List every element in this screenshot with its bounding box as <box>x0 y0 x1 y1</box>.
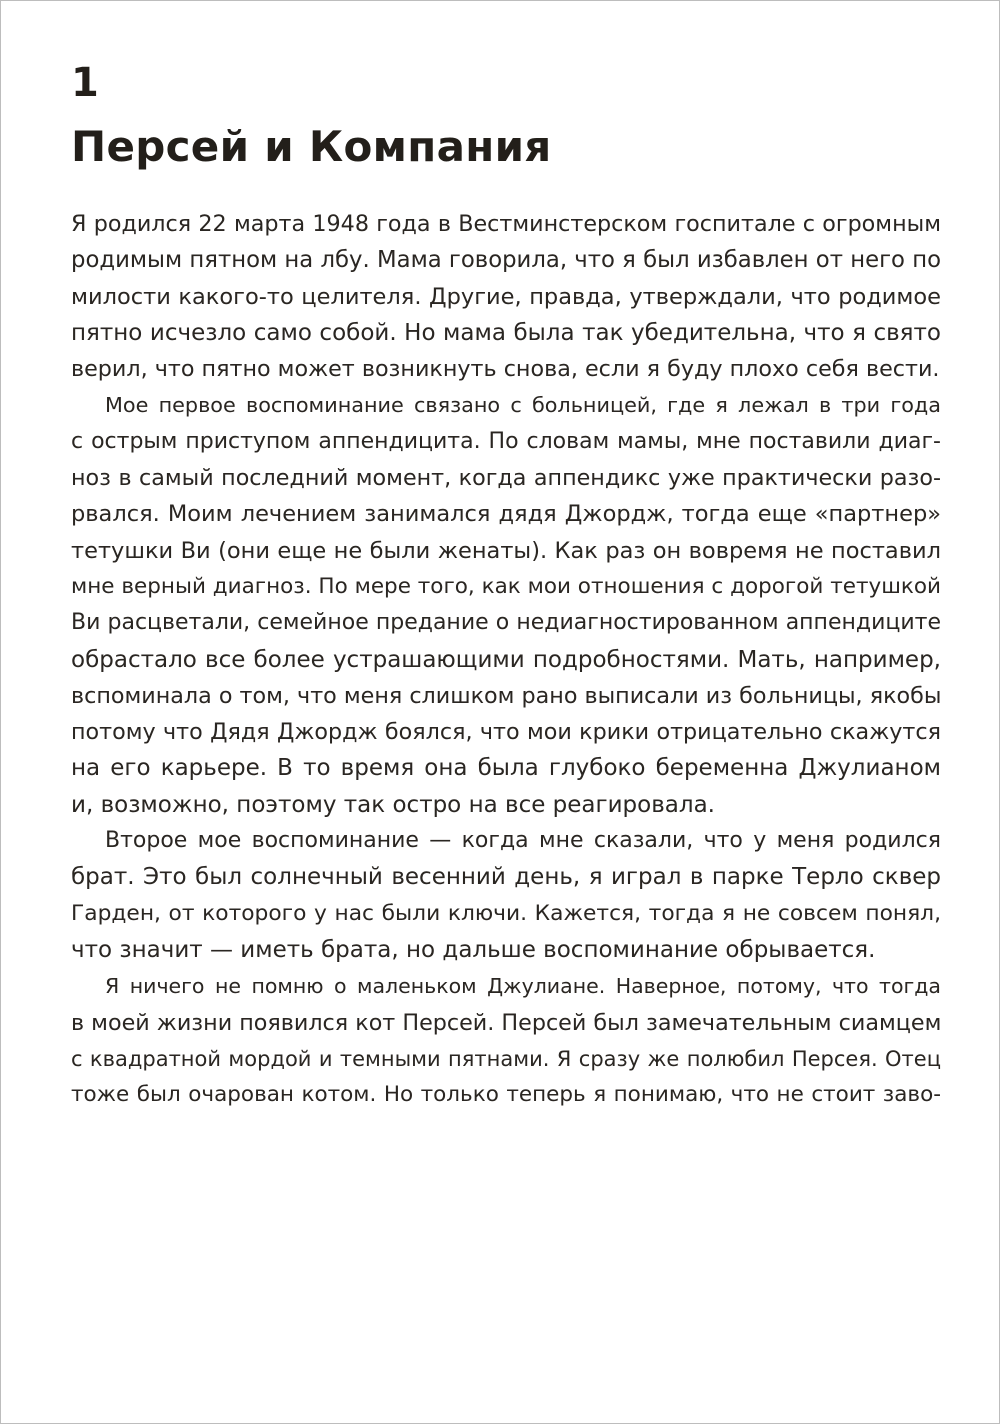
paragraph-3 <box>71 823 941 968</box>
chapter-body <box>71 206 941 1113</box>
text-line: что значит — иметь брата, но дальше воспоминание обрывается. <box>71 936 876 963</box>
text-line: вспоминала о том, что меня слишком рано выписали из больницы, якобы <box>71 682 942 709</box>
text-line: с квадратной мордой и темными пятнами. Я сразу же полюбил Персея. Отец <box>71 1046 941 1071</box>
chapter-number: 1 <box>71 60 99 106</box>
text-line: ноз в самый последний момент, когда аппендикс уже практически разо- <box>71 465 941 492</box>
text-line: мне верный диагноз. По мере того, как мои отношения с дорогой тетушкой <box>71 573 941 599</box>
text-line: на его карьере. В то время она была глубоко беременна Джулианом <box>71 755 941 782</box>
text-line: потому что Дядя Джордж боялся, что мои крики отрицательно скажутся <box>71 719 941 746</box>
paragraph-1 <box>71 206 941 387</box>
text-line: милости какого-то целителя. Другие, правда, утверждали, что родимое <box>71 283 941 310</box>
text-line: с острым приступом аппендицита. По словам мамы, мне поставили диаг- <box>71 428 941 454</box>
text-line: тоже был очарован котом. Но только теперь я понимаю, что не стоит заво- <box>71 1082 941 1108</box>
text-line: и, возможно, поэтому так остро на все реагировала. <box>71 791 715 818</box>
text-line: пятно исчезло само собой. Но мама была так убедительна, что я свято <box>71 319 941 346</box>
text-line: рвался. Моим лечением занимался дядя Джордж, тогда еще «партнер» <box>71 501 941 528</box>
text-line: брат. Это был солнечный весенний день, я играл в парке Терло сквер <box>71 864 941 891</box>
text-line: Ви расцветали, семейное предание о недиагностированном аппендиците <box>71 610 941 636</box>
text-line: Я ничего не помню о маленьком Джулиане. Наверное, потому, что тогда <box>105 974 941 999</box>
text-line: Мое первое воспоминание связано с больницей, где я лежал в три года <box>105 393 941 418</box>
text-line: в моей жизни появился кот Персей. Персей был замечательным сиамцем <box>71 1009 942 1036</box>
text-line: Я родился 22 марта 1948 года в Вестминстерском госпитале с огромным <box>71 211 941 237</box>
text-line: тетушки Ви (они еще не были женаты). Как раз он вовремя не поставил <box>71 537 941 564</box>
chapter-title: Персей и Компания <box>71 122 552 171</box>
text-line: обрастало все более устрашающими подробностями. Мать, например, <box>71 646 941 673</box>
text-line: родимым пятном на лбу. Мама говорила, что я был избавлен от него по <box>71 247 941 274</box>
text-line: верил, что пятно может возникнуть снова, если я буду плохо себя вести. <box>71 356 940 383</box>
text-line: Гарден, от которого у нас были ключи. Кажется, тогда я не совсем понял, <box>71 900 941 926</box>
text-line: Второе мое воспоминание — когда мне сказали, что у меня родился <box>105 828 941 854</box>
paragraph-2 <box>71 387 941 823</box>
paragraph-4 <box>71 968 941 1113</box>
